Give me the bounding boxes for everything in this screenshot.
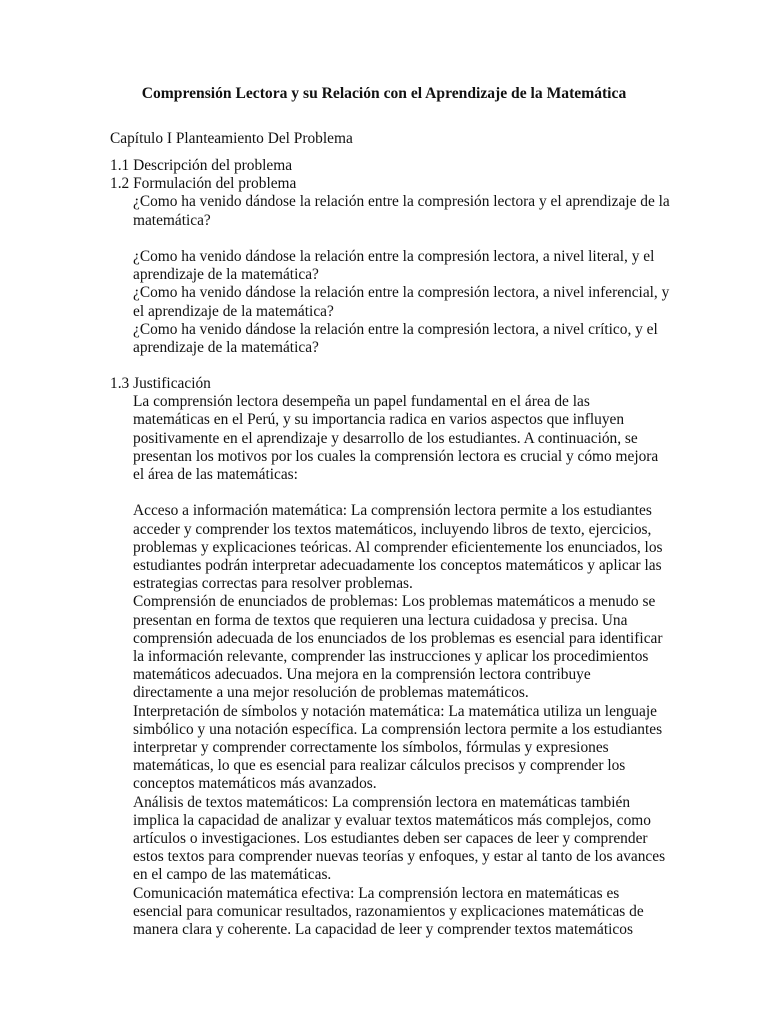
question-critical: ¿Como ha venido dándose la relación entre la compresión lectora, a nivel crítico, y el aprendizaje de la matemática?: [133, 320, 658, 357]
section-heading-1-1: 1.1 Descripción del problema: [110, 157, 293, 174]
question-inferential: ¿Como ha venido dándose la relación entre la compresión lectora, a nivel inferencial, y el aprendizaje de la matemática?: [133, 284, 670, 320]
reason-access-information: Acceso a información matemática: La comprensión lectora permite a los estudiantes acceder y comprender los textos matemáticos, incluyendo libros de texto, ejercicios, problemas y explicaciones teóricas. Al comprender eficientemente los enunciados, los estudiantes podrán interpretar adecuadamente los conceptos matemáticos y aplicar las estrategias correctas para resolver problemas.: [133, 502, 663, 593]
reason-symbols-notation: Interpretación de símbolos y notación matemática: La matemática utiliza un lenguaje simbólico y una notación específica. La comprensión lectora permite a los estudiantes interpretar y comprender correctamente los símbolos, fórmulas y expresiones matemáticas, lo que es esencial para realizar cálculos precisos y comprender los conceptos matemáticos más avanzados.: [133, 702, 663, 793]
reason-effective-communication: Comunicación matemática efectiva: La comprensión lectora en matemáticas es esencial para comunicar resultados, razonamientos y explicaciones matemáticas de manera clara y coherente. La capacidad de leer y comprender textos matemáticos: [133, 884, 644, 939]
reason-text-analysis: Análisis de textos matemáticos: La comprensión lectora en matemáticas también implica la capacidad de analizar y evaluar textos matemáticos más complejos, como artículos o investigaciones. Los estudiantes deben ser capaces de leer y comprender estos textos para comprender nuevas teorías y enfoques, y estar al tanto de los avances en el campo de las matemáticas.: [133, 793, 666, 884]
section-heading-1-2: 1.2 Formulación del problema: [110, 175, 297, 193]
problem-formulation-section: [110, 157, 670, 357]
section-heading-1-3: 1.3 Justificación: [110, 375, 211, 392]
chapter-heading: Capítulo I Planteamiento Del Problema: [110, 130, 353, 147]
document-title: Comprensión Lectora y su Relación con el Aprendizaje de la Matemática: [141, 85, 627, 102]
justification-intro: La comprensión lectora desempeña un papel fundamental en el área de las matemáticas en el Perú, y su importancia radica en varios aspectos que influyen positivamente en el aprendizaje y desarrollo de los estudiantes. A continuación, se presentan los motivos por los cuales la comprensión lectora es crucial y cómo mejora el área de las matemáticas:: [133, 393, 659, 484]
question-literal: ¿Como ha venido dándose la relación entre la compresión lectora, a nivel literal, y el aprendizaje de la matemática?: [133, 248, 655, 284]
justification-section: [110, 375, 670, 939]
reason-problem-statements: Comprensión de enunciados de problemas: Los problemas matemáticos a menudo se presentan en forma de textos que requieren una lectura cuidadosa y precisa. Una comprensión adecuada de los enunciados de los problemas es esencial para identificar la información relevante, comprender las instrucciones y aplicar los procedimientos matemáticos adecuados. Una mejora en la comprensión lectora contribuye directamente a una mejor resolución de problemas matemáticos.: [133, 593, 663, 702]
question-general: ¿Como ha venido dándose la relación entre la compresión lectora y el aprendizaje de la matemática?: [133, 193, 670, 229]
paragraph-spacer: [110, 230, 670, 248]
paragraph-spacer: [110, 484, 670, 502]
